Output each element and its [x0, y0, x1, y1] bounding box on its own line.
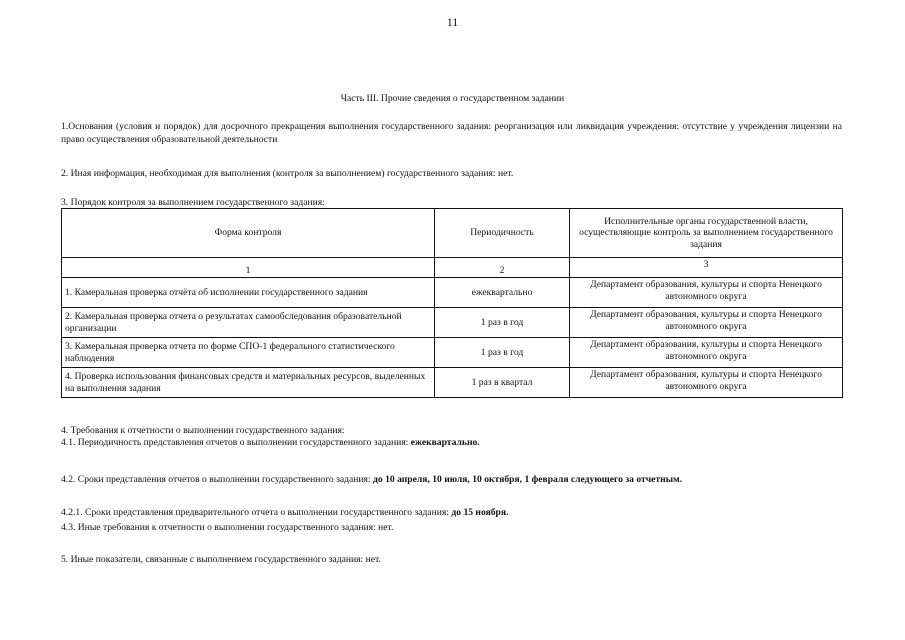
section-4-reporting-heading: 4. Требования к отчетности о выполнении государственного задания: — [61, 425, 345, 436]
column-number: 3 — [570, 258, 843, 278]
periodicity-cell: ежеквартально — [435, 278, 570, 308]
column-number: 2 — [435, 258, 570, 278]
header-periodicity: Периодичность — [435, 209, 570, 258]
section-5-other-indicators: 5. Иные показатели, связанные с выполнением государственного задания: нет. — [61, 554, 381, 565]
section-2-other-info: 2. Иная информация, необходимая для выполнения (контроля за выполнением) государственного задания: нет. — [61, 168, 514, 179]
section-4-2-value: до 10 апреля, 10 июля, 10 октября, 1 февраля следующего за отчетным. — [373, 474, 683, 485]
control-body-cell: Департамент образования, культуры и спорта Ненецкого автономного округа — [570, 368, 843, 398]
section-4-2-1-text: 4.2.1. Сроки представления предварительного отчета о выполнении государственного задания: — [61, 507, 449, 518]
table-row — [62, 338, 843, 368]
section-4-1-text: 4.1. Периодичность представления отчетов о выполнении государственного задания: — [61, 437, 409, 448]
table-row — [62, 278, 843, 308]
section-4-1-periodicity — [61, 436, 480, 449]
section-3-control-heading: 3. Порядок контроля за выполнением государственного задания: — [61, 197, 325, 208]
table-column-number-row — [62, 258, 843, 278]
control-form-cell: 3. Камеральная проверка отчета по форме СПО-1 федерального статистического наблюдения — [62, 338, 435, 368]
table-header-row — [62, 209, 843, 258]
section-4-2-1-value: до 15 ноября. — [451, 507, 509, 518]
control-body-cell: Департамент образования, культуры и спорта Ненецкого автономного округа — [570, 278, 843, 308]
section-4-2-1-preliminary — [61, 506, 509, 519]
control-body-cell: Департамент образования, культуры и спорта Ненецкого автономного округа — [570, 338, 843, 368]
control-form-cell: 4. Проверка использования финансовых средств и материальных ресурсов, выделенных на выполнения задания — [62, 368, 435, 398]
section-4-1-value: ежеквартально. — [410, 437, 480, 448]
control-form-cell: 2. Камеральная проверка отчета о результатах самообследования образовательной организации — [62, 308, 435, 338]
section-4-2-deadlines — [61, 473, 682, 486]
control-table — [61, 208, 843, 398]
part-title: Часть III. Прочие сведения о государственном задании — [340, 93, 565, 104]
header-control-form: Форма контроля — [62, 209, 435, 258]
column-number: 1 — [62, 258, 435, 278]
table-row — [62, 308, 843, 338]
section-4-3-other-requirements: 4.3. Иные требования к отчетности о выполнении государственного задания: нет. — [61, 522, 394, 533]
periodicity-cell: 1 раз в квартал — [435, 368, 570, 398]
section-4-2-text: 4.2. Сроки представления отчетов о выполнении государственного задания: — [61, 474, 371, 485]
control-form-cell: 1. Камеральная проверка отчёта об исполнении государственного задания — [62, 278, 435, 308]
periodicity-cell: 1 раз в год — [435, 338, 570, 368]
page-number: 11 — [446, 15, 459, 29]
table-row — [62, 368, 843, 398]
periodicity-cell: 1 раз в год — [435, 308, 570, 338]
section-1-termination-grounds: 1.Основания (условия и порядок) для досрочного прекращения выполнения государственного задания: реорганизация или ликвидация учреждения: отсутствие у учреждения лицензии на право осуществления образовательной деятельности — [61, 121, 842, 145]
control-body-cell: Департамент образования, культуры и спорта Ненецкого автономного округа — [570, 308, 843, 338]
header-control-bodies: Исполнительные органы государственной власти, осуществляющие контроль за выполнением государственного задания — [570, 209, 843, 258]
